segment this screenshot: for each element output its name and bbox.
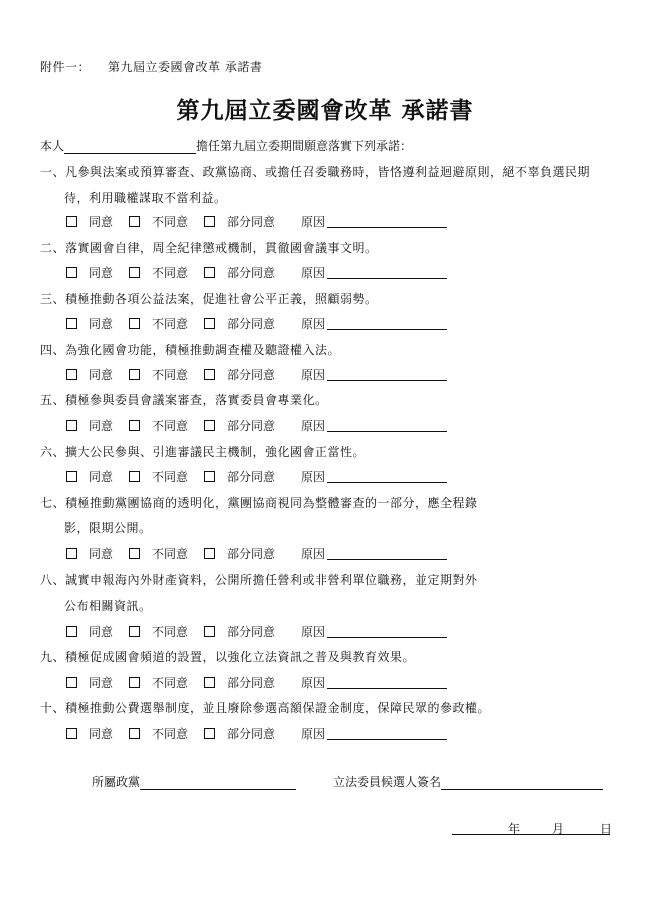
reason-label: 原因 [301, 727, 326, 741]
disagree-label: 不同意 [152, 625, 189, 639]
response-options-7 [66, 545, 447, 562]
party-field[interactable] [140, 777, 296, 790]
commitment-item-1 [40, 163, 591, 205]
reason-label: 原因 [301, 266, 326, 280]
disagree-label: 不同意 [152, 547, 189, 561]
reason-label: 原因 [301, 547, 326, 561]
response-options-2 [66, 264, 447, 281]
commitment-item-8 [40, 571, 478, 613]
reason-label: 原因 [301, 368, 326, 382]
reason-field[interactable] [327, 267, 447, 279]
reason-label: 原因 [301, 215, 326, 229]
partial-label: 部分同意 [227, 676, 276, 690]
partial-label: 部分同意 [227, 215, 276, 229]
partial-checkbox[interactable] [204, 626, 215, 637]
agree-checkbox[interactable] [66, 267, 77, 278]
agree-checkbox[interactable] [66, 318, 77, 329]
reason-field[interactable] [327, 626, 447, 638]
reason-field[interactable] [327, 677, 447, 689]
item-text: 一、凡參與法案或預算審查、政黨協商、或擔任召委職務時，皆恪遵利益迴避原則，絕不辜負選民期 [40, 165, 591, 179]
item-text: 十、積極推動公費選舉制度，並且廢除參選高額保證金制度，保障民眾的參政權。 [40, 701, 491, 715]
disagree-label: 不同意 [152, 727, 189, 741]
disagree-checkbox[interactable] [129, 548, 140, 559]
signature-field[interactable] [441, 777, 603, 790]
agree-label: 同意 [89, 470, 114, 484]
agree-checkbox[interactable] [66, 216, 77, 227]
agree-checkbox[interactable] [66, 677, 77, 688]
attachment-label: 附件一： [40, 60, 91, 74]
partial-checkbox[interactable] [204, 471, 215, 482]
agree-label: 同意 [89, 266, 114, 280]
response-options-4 [66, 366, 447, 383]
disagree-checkbox[interactable] [129, 267, 140, 278]
item-text: 九、積極促成國會頻道的設置，以強化立法資訊之普及與教育效果。 [40, 650, 416, 664]
disagree-checkbox[interactable] [129, 318, 140, 329]
response-options-6 [66, 468, 447, 485]
partial-checkbox[interactable] [204, 420, 215, 431]
response-options-9 [66, 674, 447, 691]
day-label: 日 [600, 822, 613, 836]
disagree-checkbox[interactable] [129, 626, 140, 637]
reason-field[interactable] [327, 216, 447, 228]
reason-field[interactable] [327, 548, 447, 560]
partial-label: 部分同意 [227, 625, 276, 639]
partial-checkbox[interactable] [204, 216, 215, 227]
signature-label: 立法委員候選人簽名 [333, 775, 442, 789]
item-text: 二、落實國會自律，周全紀律懲戒機制，貫徹國會議事文明。 [40, 241, 378, 255]
response-options-3 [66, 315, 447, 332]
item-text-continued: 待，利用職權謀取不當利益。 [64, 191, 227, 205]
agree-checkbox[interactable] [66, 369, 77, 380]
signature-row [333, 773, 603, 790]
intro-prefix: 本人 [40, 139, 65, 153]
item-text: 七、積極推動黨團協商的透明化，黨團協商視同為整體審查的一部分，應全程錄 [40, 496, 478, 510]
partial-label: 部分同意 [227, 727, 276, 741]
reason-label: 原因 [301, 419, 326, 433]
agree-checkbox[interactable] [66, 548, 77, 559]
item-text: 五、積極參與委員會議案審查，落實委員會專業化。 [40, 393, 328, 407]
disagree-checkbox[interactable] [129, 728, 140, 739]
agree-checkbox[interactable] [66, 626, 77, 637]
disagree-label: 不同意 [152, 419, 189, 433]
item-text: 三、積極推動各項公益法案，促進社會公平正義，照顧弱勢。 [40, 292, 378, 306]
partial-label: 部分同意 [227, 266, 276, 280]
disagree-label: 不同意 [152, 215, 189, 229]
page-title: 第九屆立委國會改革 承諾書 [176, 97, 474, 124]
commitment-item-4 [40, 341, 340, 358]
disagree-checkbox[interactable] [129, 216, 140, 227]
agree-label: 同意 [89, 676, 114, 690]
year-label: 年 [508, 822, 521, 836]
commitment-item-5 [40, 391, 328, 408]
agree-label: 同意 [89, 368, 114, 382]
intro-suffix: 擔任第九屆立委期間願意落實下列承諾： [196, 139, 413, 153]
party-label: 所屬政黨 [92, 775, 141, 789]
disagree-label: 不同意 [152, 676, 189, 690]
disagree-checkbox[interactable] [129, 677, 140, 688]
partial-checkbox[interactable] [204, 318, 215, 329]
disagree-label: 不同意 [152, 368, 189, 382]
reason-label: 原因 [301, 676, 326, 690]
reason-label: 原因 [301, 625, 326, 639]
partial-label: 部分同意 [227, 470, 276, 484]
date-line[interactable] [452, 820, 613, 836]
partial-label: 部分同意 [227, 419, 276, 433]
partial-label: 部分同意 [227, 547, 276, 561]
partial-checkbox[interactable] [204, 677, 215, 688]
reason-field[interactable] [327, 471, 447, 483]
reason-label: 原因 [301, 470, 326, 484]
month-label: 月 [552, 822, 565, 836]
reason-field[interactable] [327, 728, 447, 740]
reason-field[interactable] [327, 318, 447, 330]
commitment-item-3 [40, 290, 378, 307]
item-text-continued: 影，限期公開。 [64, 521, 152, 535]
disagree-checkbox[interactable] [129, 420, 140, 431]
commitment-item-10 [40, 699, 490, 716]
item-text: 四、為強化國會功能，積極推動調查權及聽證權入法。 [40, 343, 341, 357]
agree-label: 同意 [89, 419, 114, 433]
commitment-item-6 [40, 443, 365, 460]
agree-checkbox[interactable] [66, 471, 77, 482]
disagree-label: 不同意 [152, 317, 189, 331]
name-blank[interactable] [64, 141, 196, 154]
partial-label: 部分同意 [227, 317, 276, 331]
disagree-label: 不同意 [152, 266, 189, 280]
disagree-label: 不同意 [152, 470, 189, 484]
item-text: 六、擴大公民參與、引進審議民主機制，強化國會正當性。 [40, 445, 366, 459]
commitment-item-7 [40, 494, 478, 535]
item-text: 八、誠實申報海內外財產資料，公開所擔任營利或非營利單位職務，並定期對外 [40, 573, 478, 587]
partial-label: 部分同意 [227, 368, 276, 382]
response-options-1 [66, 213, 447, 230]
partial-checkbox[interactable] [204, 267, 215, 278]
attachment-title: 第九屆立委國會改革 承諾書 [108, 60, 263, 74]
partial-checkbox[interactable] [204, 728, 215, 739]
commitment-item-2 [40, 239, 378, 256]
response-options-10 [66, 725, 447, 742]
disagree-checkbox[interactable] [129, 471, 140, 482]
commitment-item-9 [40, 648, 415, 665]
partial-checkbox[interactable] [204, 369, 215, 380]
attachment-header [40, 58, 262, 75]
disagree-checkbox[interactable] [129, 369, 140, 380]
reason-field[interactable] [327, 420, 447, 432]
intro-line [40, 137, 412, 154]
agree-checkbox[interactable] [66, 728, 77, 739]
agree-label: 同意 [89, 215, 114, 229]
party-row [92, 773, 296, 790]
agree-label: 同意 [89, 547, 114, 561]
reason-label: 原因 [301, 317, 326, 331]
agree-label: 同意 [89, 317, 114, 331]
agree-label: 同意 [89, 727, 114, 741]
reason-field[interactable] [327, 369, 447, 381]
response-options-5 [66, 417, 447, 434]
agree-label: 同意 [89, 625, 114, 639]
item-text-continued: 公布相關資訊。 [64, 599, 152, 613]
agree-checkbox[interactable] [66, 420, 77, 431]
response-options-8 [66, 623, 447, 640]
partial-checkbox[interactable] [204, 548, 215, 559]
